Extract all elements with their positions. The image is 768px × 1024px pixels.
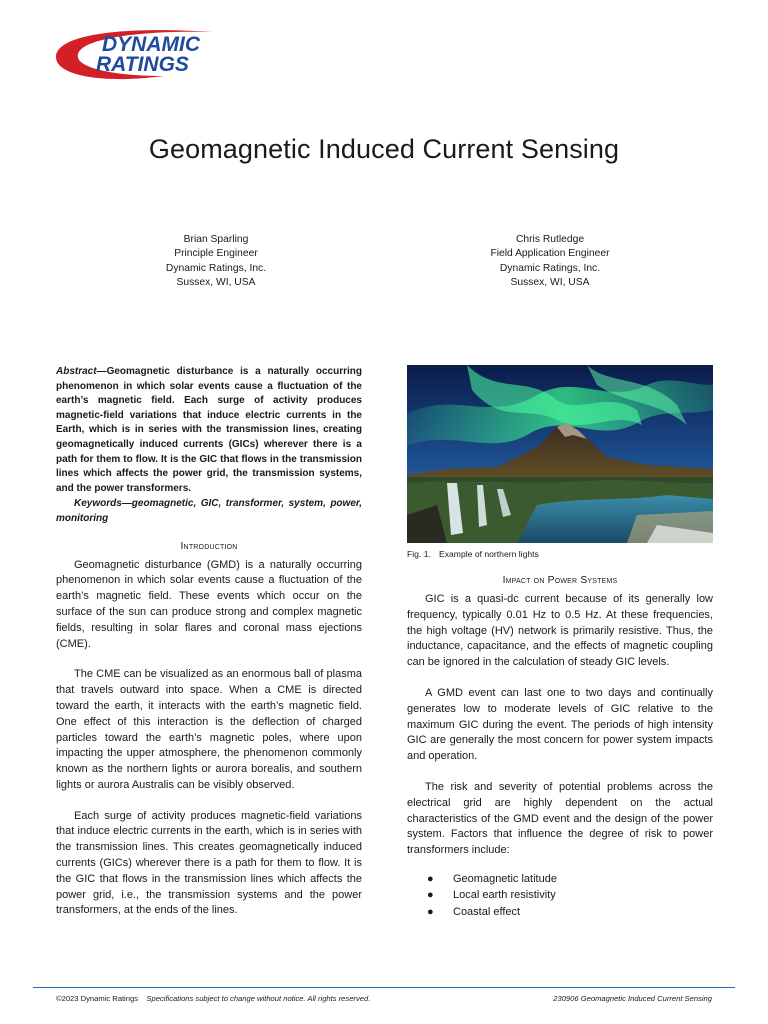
intro-paragraph-1: Geomagnetic disturbance (GMD) is a naturally occurring phenomenon in which solar events cause a fluctuation of the earth’s magnetic field. These events which occur on the surface of the sun can produce strong and complex magnetic fields, resulting in solar flares and coronal mass ejections (CME). bbox=[56, 558, 362, 650]
list-item-text: Geomagnetic latitude bbox=[453, 872, 557, 885]
abstract-text: Geomagnetic disturbance is a naturally occurring phenomenon in which solar events cause a fluctuation of the earth’s magnetic field. Each surge of activity produces magnetic-field variations that induce electric currents in the Earth, which is in series with the transmission lines, creating geomagnetically induced currents (GICs) wherever there is a path for them to flow. It is the GIC that flows in the transmission lines which affects the power grid, the transmission systems, and the power transformers. bbox=[56, 366, 362, 494]
author-block-2 bbox=[440, 233, 660, 290]
right-column bbox=[407, 365, 713, 920]
list-item bbox=[407, 871, 713, 888]
bullet-icon: ● bbox=[427, 872, 434, 885]
keywords: Keywords—geomagnetic, GIC, transformer, system, power, monitoring bbox=[56, 498, 362, 524]
author-role: Field Application Engineer bbox=[490, 248, 610, 260]
author-location: Sussex, WI, USA bbox=[510, 276, 590, 288]
author-location: Sussex, WI, USA bbox=[176, 276, 256, 288]
figure-number: Fig. 1. bbox=[407, 549, 431, 559]
figure-caption-text: Example of northern lights bbox=[439, 549, 539, 559]
impact-paragraph-2: A GMD event can last one to two days and continually generates low to moderate levels of GIC relative to the maximum GIC during the event. The periods of high intensity GIC are generally the most concern for power system impacts and operation. bbox=[407, 686, 713, 763]
list-item bbox=[407, 887, 713, 904]
author-block-1 bbox=[106, 233, 326, 290]
author-name: Brian Sparling bbox=[183, 234, 249, 245]
section-heading-introduction: Introduction bbox=[180, 540, 238, 552]
logo-text-line2: RATINGS bbox=[96, 53, 189, 76]
logo-text-line1: DYNAMIC bbox=[102, 33, 200, 56]
bullet-icon: ● bbox=[427, 905, 434, 918]
paper-title: Geomagnetic Induced Current Sensing bbox=[148, 134, 620, 164]
abstract-label: Abstract bbox=[56, 366, 97, 377]
list-item-text: Local earth resistivity bbox=[453, 889, 556, 902]
intro-paragraph-3: Each surge of activity produces magnetic-field variations that induce electric currents in the earth, which is in series with the transmission lines. This creates geomagnetically induced currents (GICs) wherever there is a path for them to flow. It is the GIC that flows in the transmission lines which affects the power grid, i.e., the transmission systems and the power transformers, at the ends of the lines. bbox=[56, 809, 362, 917]
footer-notice: Specifications subject to change without notice. All rights reserved. bbox=[146, 994, 371, 1003]
footer-copyright: ©2023 Dynamic Ratings bbox=[56, 994, 138, 1003]
list-item bbox=[407, 904, 713, 921]
abstract-dash: — bbox=[96, 366, 107, 377]
author-name: Chris Rutledge bbox=[515, 234, 585, 245]
footer-left bbox=[56, 994, 370, 1003]
section-heading-impact: Impact on Power Systems bbox=[502, 575, 618, 586]
list-item-text: Coastal effect bbox=[453, 905, 521, 918]
company-logo bbox=[54, 24, 214, 82]
author-org: Dynamic Ratings, Inc. bbox=[499, 262, 601, 274]
risk-factor-list bbox=[407, 871, 713, 921]
author-org: Dynamic Ratings, Inc. bbox=[165, 262, 267, 274]
bullet-icon: ● bbox=[427, 889, 434, 902]
left-column bbox=[56, 365, 362, 934]
impact-paragraph-1: GIC is a quasi-dc current because of its generally low frequency, typically 0.01 Hz to 0.5 Hz. At these frequencies, the high voltage (HV) network is primarily resistive. Thus, the inductance, capacitance, and the effects of magnetic coupling can be ignored in the calculation of steady GIC levels. bbox=[407, 593, 713, 669]
figure-caption bbox=[407, 549, 713, 559]
northern-lights-photo bbox=[407, 365, 713, 543]
impact-paragraph-3: The risk and severity of potential problems across the electrical grid are highly dependent on the actual characteristics of the GMD event and the design of the power system. Factors that influence the degree of risk to power transformers include: bbox=[407, 780, 713, 857]
intro-paragraph-2: The CME can be visualized as an enormous ball of plasma that travels outward into space. When a CME is directed toward the earth, it interacts with the earth’s magnetic field. One effect of this interaction is the deflection of charged particles toward the earth’s magnetic poles, where upon impacting the upper atmosphere, the phenomenon commonly known as the northern lights or aurora borealis, and southern lights or aurora Australis can be visibly observed. bbox=[56, 668, 362, 791]
footer-doc-id: 230906 Geomagnetic Induced Current Sensing bbox=[553, 994, 712, 1003]
abstract bbox=[56, 365, 362, 496]
footer-divider bbox=[33, 987, 735, 988]
author-role: Principle Engineer bbox=[174, 248, 258, 260]
